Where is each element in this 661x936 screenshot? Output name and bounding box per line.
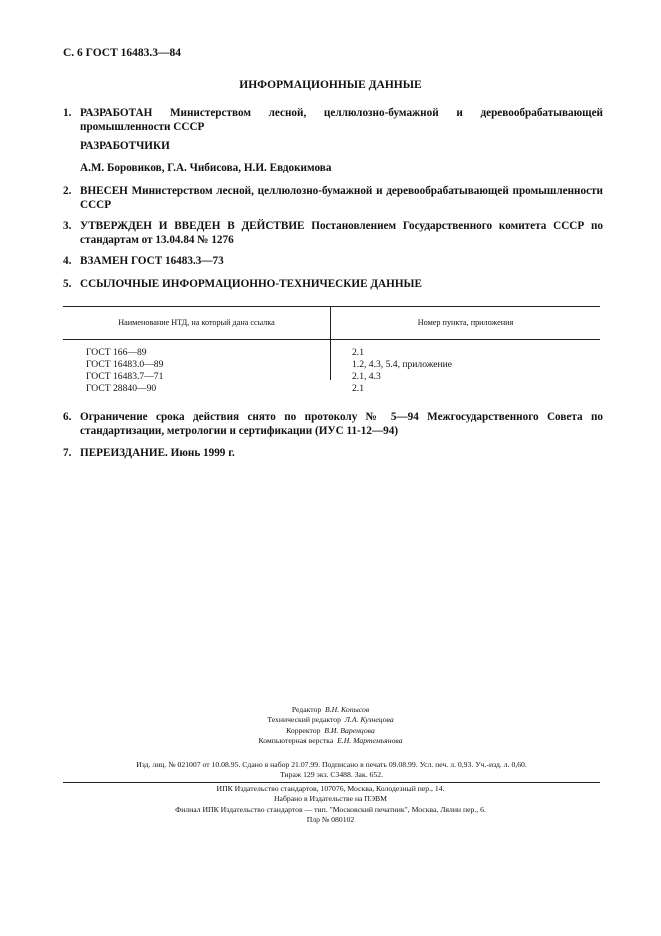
item-text: Ограничение срока действия снято по протоколу № 5—94 Межгосударственного Совета по стандартизации, метрологии и сертификации (ИУС 11-12—94)	[80, 411, 603, 437]
info-item-4	[63, 254, 603, 268]
developers-heading: РАЗРАБОТЧИКИ	[80, 140, 170, 152]
table-header-ref: Номер пункта, приложения	[417, 318, 514, 327]
item-number: 2.	[63, 185, 72, 197]
imprint-proofreader: Корректор В.И. Варенцова	[286, 725, 375, 735]
publisher-line: ИПК Издательство стандартов, 107076, Москва, Колодезный пер., 14.	[216, 784, 445, 793]
table-header-rule	[63, 339, 600, 340]
page-title: ИНФОРМАЦИОННЫЕ ДАННЫЕ	[239, 79, 422, 91]
table-top-rule	[63, 306, 600, 307]
info-item-1	[63, 106, 603, 134]
publisher-info	[0, 784, 661, 826]
table-cell-ref: 2.1, 4.3	[352, 371, 381, 382]
item-text: ВЗАМЕН ГОСТ 16483.3—73	[80, 255, 224, 267]
imprint-staff	[0, 705, 661, 747]
table-cell-doc: ГОСТ 16483.0—89	[86, 359, 164, 370]
info-item-2	[63, 184, 603, 212]
info-item-3	[63, 219, 603, 247]
imprint-divider	[63, 782, 600, 783]
page-header: С. 6 ГОСТ 16483.3—84	[63, 47, 182, 59]
item-text: ВНЕСЕН Министерством лесной, целлюлозно-бумажной и деревообрабатывающей промышленности СССР	[80, 185, 603, 211]
table-cell-ref: 2.1	[352, 383, 364, 394]
imprint-layout: Компьютерная верстка Е.Н. Мартемьянова	[258, 736, 403, 746]
item-number: 3.	[63, 220, 72, 232]
item-number: 7.	[63, 447, 72, 459]
item-text: РАЗРАБОТАН Министерством лесной, целлюлозно-бумажной и деревообрабатывающей промышленности СССР	[80, 107, 603, 133]
item-number: 6.	[63, 411, 72, 423]
table-cell-doc: ГОСТ 28840—90	[86, 383, 157, 394]
table-cell-ref: 1.2, 4.3, 5.4, приложение	[352, 359, 453, 370]
print-details-line2: Тираж 129 экз. С3488. Зак. 652.	[279, 770, 383, 779]
item-number: 4.	[63, 255, 72, 267]
imprint-editor: Редактор В.Н. Копысов	[291, 705, 370, 714]
imprint-tech-editor: Технический редактор Л.А. Кузнецова	[267, 715, 394, 725]
print-details-line1: Изд. лиц. № 021007 от 10.08.95. Сдано в набор 21.07.99. Подписано в печать 09.08.99. Усл. печ. л. 0,93. Уч.-изд. л. 0,60.	[136, 760, 527, 769]
info-item-5	[63, 277, 603, 291]
publisher-line: Плр № 080102	[306, 815, 355, 825]
publisher-line: Набрано в Издательстве на ПЭВМ	[274, 794, 387, 804]
info-item-7	[63, 446, 603, 460]
publisher-line: Филиал ИПК Издательство стандартов — тип. "Московский печатник", Москва, Лялин пер., 6.	[175, 804, 486, 814]
item-text: УТВЕРЖДЕН И ВВЕДЕН В ДЕЙСТВИЕ Постановлением Государственного комитета СССР по стандартам от 13.04.84 № 1276	[80, 220, 603, 246]
table-cell-doc: ГОСТ 166—89	[86, 347, 147, 358]
item-text: ПЕРЕИЗДАНИЕ. Июнь 1999 г.	[80, 447, 235, 459]
table-cell-ref: 2.1	[352, 347, 364, 358]
table-header-doc: Наименование НТД, на который дана ссылка	[118, 318, 275, 327]
item-text: ССЫЛОЧНЫЕ ИНФОРМАЦИОННО-ТЕХНИЧЕСКИЕ ДАННЫЕ	[80, 278, 422, 290]
developers-names: А.М. Боровиков, Г.А. Чибисова, Н.И. Евдокимова	[80, 162, 332, 174]
item-number: 1.	[63, 107, 72, 119]
item-number: 5.	[63, 278, 72, 290]
table-cell-doc: ГОСТ 16483.7—71	[86, 371, 164, 382]
info-item-6	[63, 410, 603, 438]
